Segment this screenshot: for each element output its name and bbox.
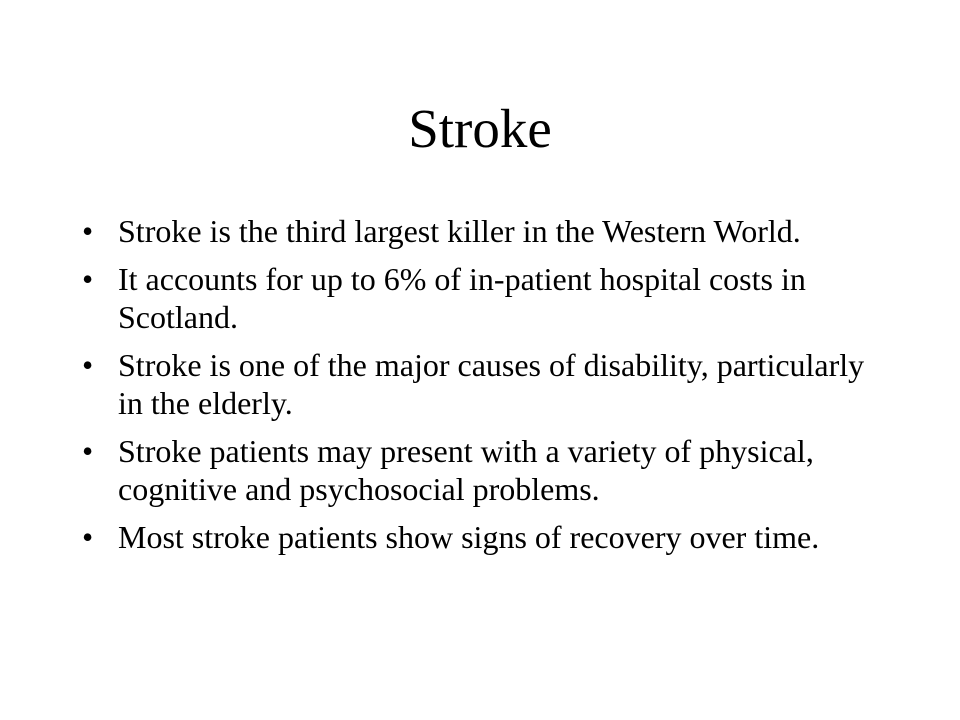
bullet-text: Most stroke patients show signs of recovery over time.: [118, 519, 820, 555]
bullet-marker: •: [82, 213, 94, 249]
bullet-marker: •: [82, 519, 94, 555]
bullet-item: [82, 260, 882, 336]
bullet-marker: •: [82, 261, 94, 297]
bullet-text: Stroke is one of the major causes of disability, particularly in the elderly.: [118, 347, 865, 421]
bullet-marker: •: [82, 433, 94, 469]
bullet-marker: •: [82, 347, 94, 383]
bullet-item: [82, 212, 882, 250]
bullet-text: It accounts for up to 6% of in-patient hospital costs in Scotland.: [118, 261, 806, 335]
bullet-text: Stroke patients may present with a variety of physical, cognitive and psychosocial problems.: [118, 433, 814, 507]
bullet-item: [82, 432, 882, 508]
bullet-item: [82, 518, 882, 556]
bullet-item: [82, 346, 882, 422]
slide-title: Stroke: [408, 98, 552, 159]
bullet-text: Stroke is the third largest killer in the Western World.: [118, 213, 801, 249]
bullet-list: [82, 212, 882, 566]
